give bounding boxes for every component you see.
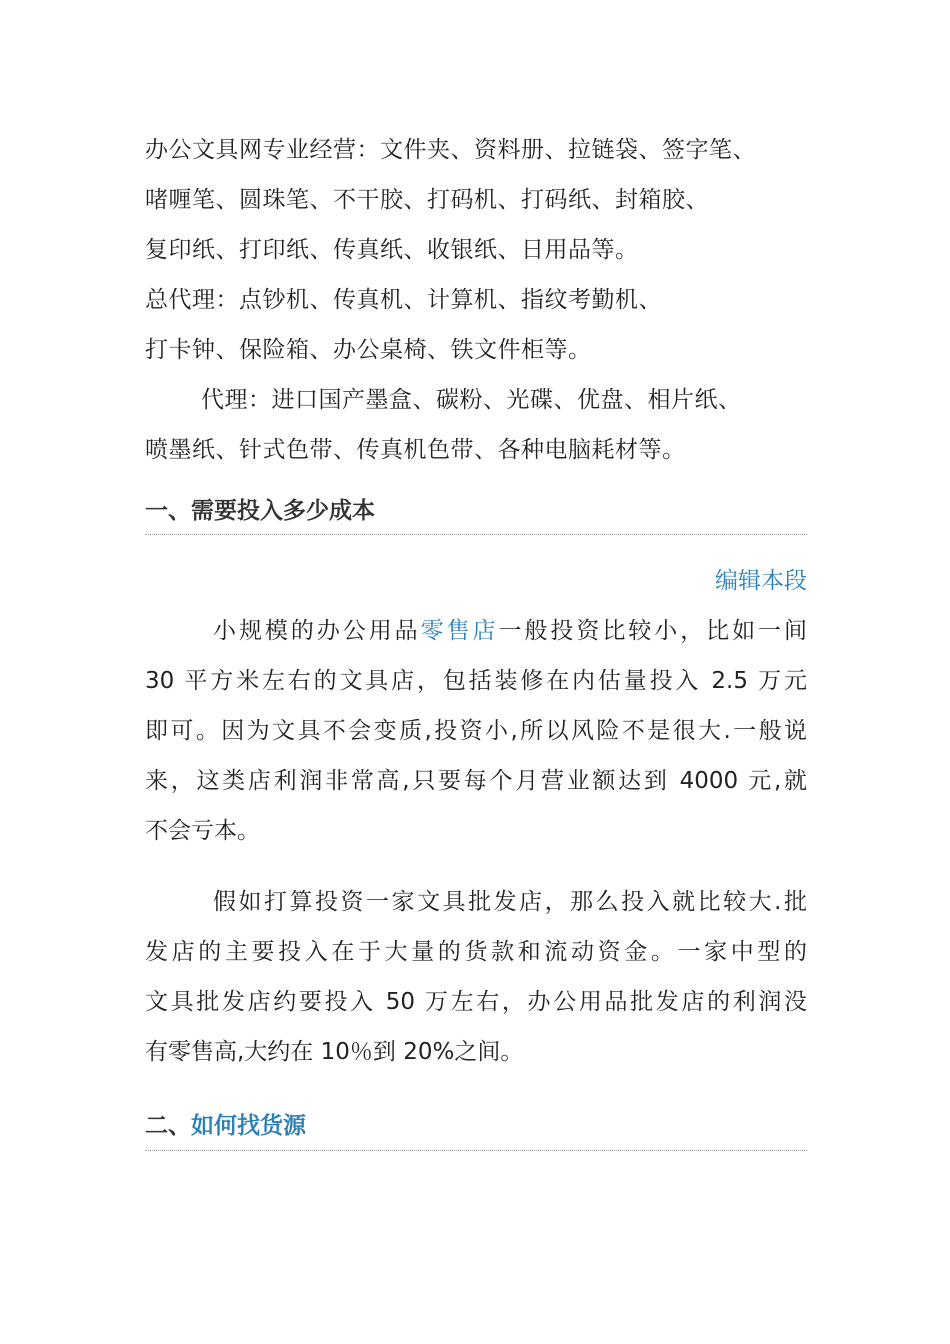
intro-line-4: 总代理：点钞机、传真机、计算机、指纹考勤机、 <box>145 287 662 313</box>
section-1-para-1-line-5: 不会亏本。 <box>145 818 260 844</box>
intro-line-6: 代理：进口国产墨盒、碳粉、光碟、优盘、相片纸、 <box>201 387 742 413</box>
section-2-heading <box>145 1111 807 1141</box>
section-1-para-2-line-4: 有零售高,大约在 10％到 20%之间。 <box>145 1039 524 1065</box>
section-1-para-1-line-2: 30 平方米左右的文具店，包括装修在内估量投入 2.5 万元 <box>145 668 807 694</box>
section-1-para-2-line-3: 文具批发店约要投入 50 万左右，办公用品批发店的利润没 <box>145 989 807 1015</box>
section-2-divider <box>145 1150 807 1151</box>
section-1-divider <box>145 534 807 535</box>
section-1-para-1-line-3: 即可。因为文具不会变质,投资小,所以风险不是很大.一般说 <box>145 718 807 744</box>
section-1-para-2-line-2: 发店的主要投入在于大量的货款和流动资金。一家中型的 <box>145 939 807 965</box>
intro-line-3: 复印纸、打印纸、传真纸、收银纸、日用品等。 <box>145 237 639 263</box>
para-text: 小规模的办公用品 <box>213 618 421 644</box>
section-1-para-1-line-4: 来，这类店利润非常高,只要每个月营业额达到 4000 元,就 <box>145 768 807 794</box>
section-1-para-2-line-1: 假如打算投资一家文具批发店，那么投入就比较大.批 <box>213 889 807 915</box>
edit-section-link[interactable]: 编辑本段 <box>715 568 807 594</box>
intro-line-1: 办公文具网专业经营：文件夹、资料册、拉链袋、签字笔、 <box>145 137 756 163</box>
intro-line-5: 打卡钟、保险箱、办公桌椅、铁文件柜等。 <box>145 337 592 363</box>
intro-line-2: 啫喱笔、圆珠笔、不干胶、打码机、打码纸、封箱胶、 <box>145 187 709 213</box>
retail-store-link[interactable]: 零售店 <box>420 618 499 644</box>
intro-line-7: 喷墨纸、针式色带、传真机色带、各种电脑耗材等。 <box>145 437 686 463</box>
find-supply-link[interactable]: 如何找货源 <box>191 1113 306 1139</box>
section-2-heading-prefix: 二、 <box>145 1113 191 1139</box>
section-1-para-1-line-1 <box>145 616 807 646</box>
section-1-heading: 一、需要投入多少成本 <box>145 498 375 524</box>
para-text: 一般投资比较小，比如一间 <box>498 618 808 644</box>
